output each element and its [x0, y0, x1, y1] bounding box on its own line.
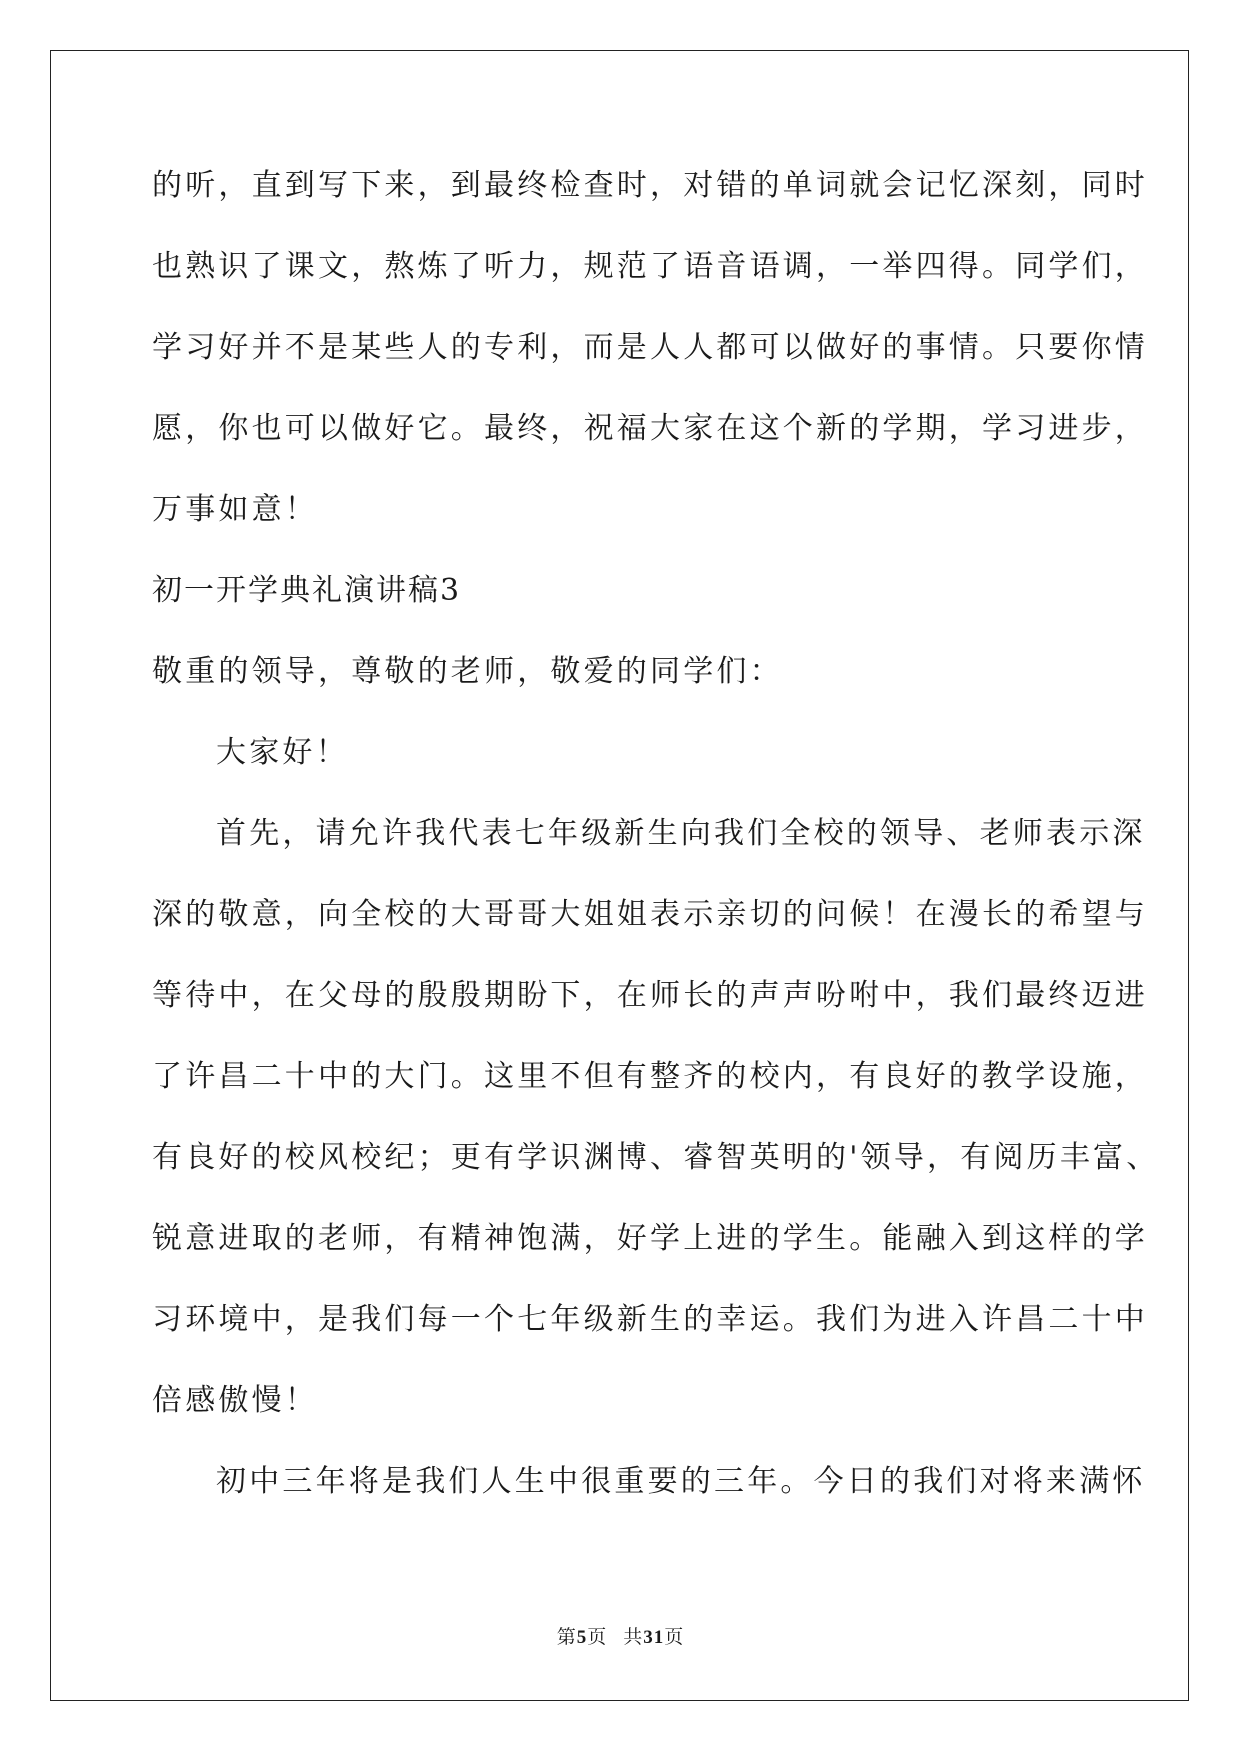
salutation: 敬重的领导，尊敬的老师，敬爱的同学们：	[152, 654, 783, 689]
text-line: 等待中，在父母的殷殷期盼下，在师长的声声吩咐中，我们最终迈进	[152, 978, 1148, 1013]
page-suffix: 页	[587, 1626, 608, 1648]
text-line: 倍感傲慢！	[152, 1383, 318, 1418]
text-line: 学习好并不是某些人的专利，而是人人都可以做好的事情。只要你情	[152, 330, 1148, 365]
total-pages: 31	[643, 1627, 665, 1648]
text-line: 深的敬意，向全校的大哥哥大姐姐表示亲切的问候！在漫长的希望与	[152, 897, 1148, 932]
text-line: 了许昌二十中的大门。这里不但有整齐的校内，有良好的教学设施，	[152, 1059, 1148, 1094]
text-line: 愿，你也可以做好它。最终，祝福大家在这个新的学期，学习进步，	[152, 411, 1148, 446]
text-line: 的听，直到写下来，到最终检查时，对错的单词就会记忆深刻，同时	[152, 168, 1148, 203]
text-line: 首先，请允许我代表七年级新生向我们全校的领导、老师表示深	[216, 816, 1146, 851]
text-line: 初中三年将是我们人生中很重要的三年。今日的我们对将来满怀	[216, 1464, 1146, 1499]
page-number: 5	[576, 1627, 588, 1648]
text-line: 锐意进取的老师，有精神饱满，好学上进的学生。能融入到这样的学	[152, 1221, 1148, 1256]
text-line: 万事如意！	[152, 492, 318, 527]
section-heading: 初一开学典礼演讲稿3	[152, 573, 462, 608]
document-body	[152, 160, 1160, 1537]
text-line: 习环境中，是我们每一个七年级新生的幸运。我们为进入许昌二十中	[152, 1302, 1148, 1337]
text-line: 也熟识了课文，熬炼了听力，规范了语音语调，一举四得。同学们，	[152, 249, 1148, 284]
total-prefix: 共	[623, 1626, 644, 1648]
total-suffix: 页	[664, 1626, 685, 1648]
page-footer	[0, 1622, 1241, 1649]
greeting: 大家好！	[216, 735, 349, 770]
text-line: 有良好的校风校纪；更有学识渊博、睿智英明的'领导，有阅历丰富、	[152, 1140, 1160, 1175]
page-prefix: 第	[556, 1626, 577, 1648]
